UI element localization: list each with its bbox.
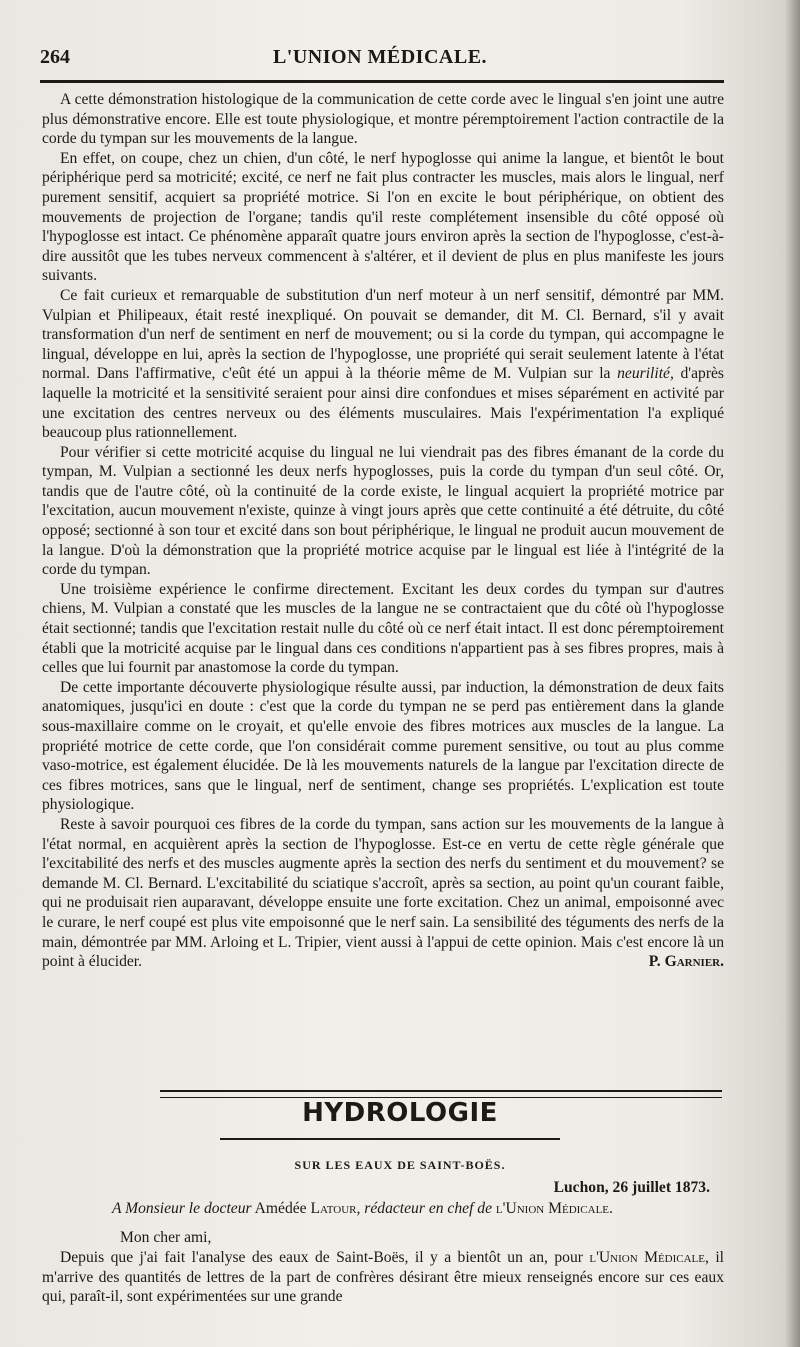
italic-term: neurilité, [617, 365, 674, 383]
paragraph: De cette importante découverte physiologique résulte aussi, par induction, la démonstration de deux faits anatomiques, jusqu'ici en doute : c'est que la corde du tympan ne se perd pas entièrement dans la glande sous-maxillaire comme on le croyait, et qu'elle envoie des fibres motrices aux muscles de la langue. La propriété motrice de cette corde, que l'on considérait comme purement sensitive, ou tout au plus comme vaso-motrice, est également élucidée. De là les mouvements naturels de la langue par l'excitation directe de ces fibres motrices, sans que le lingual, nerf de sentiment, change ses propriétés. L'explication est toute physiologique. [42, 678, 724, 814]
section-divider [160, 1090, 722, 1098]
paragraph-text: Ce fait curieux et remarquable de substitution d'un nerf moteur à un nerf sensitif, démontré par MM. Vulpian et Philipeaux, était resté inexpliqué. On pouvait se demander, dit M. Cl. Bernard, s'il y avait transformation d'un nerf de sentiment en nerf de mouvement; ou si la corde du tympan, qui accompagne le lingual, développe en lui, après la section de l'hypoglosse, une propriété qui serait seulement latente à l'état normal. Dans l'affirmative, c'eût été un appui à la théorie même de M. Vulpian sur la [42, 286, 724, 383]
paragraph [42, 286, 724, 443]
article-body [42, 90, 724, 972]
section-subheading: SUR LES EAUX DE SAINT-BOËS. [294, 1158, 506, 1172]
paragraph: Pour vérifier si cette motricité acquise du lingual ne lui viendrait pas des fibres émanant de la corde du tympan, M. Vulpian a sectionné les deux nerfs hypoglosses, puis la corde du tympan d'un seul côté. Or, tandis que de l'autre côté, où la continuité de la corde existe, le lingual acquiert la propriété motrice par l'excitation, aucun mouvement n'existe, quinze à vingt jours après que cette continuité a été détruite, du côté opposé; sectionné à son tour et excité dans son bout périphérique, le lingual ne produit aucun mouvement de la langue. D'où la démonstration que la propriété motrice acquise par le lingual est liée à l'intégrité de la corde du tympan. [42, 443, 724, 579]
signature: P. Garnier. [648, 953, 724, 971]
paragraph-text: , il m'arrive des quantités de lettres de la part de confrères désirant être mieux renseignés encore sur ces eaux qui, paraît-il, sont expérimentées sur une grande [42, 1249, 724, 1306]
paragraph: En effet, on coupe, chez un chien, d'un côté, le nerf hypoglosse qui anime la langue, et bientôt le bout périphérique perd sa motricité; excité, ce nerf ne fait plus contracter les muscles, mais alors le lingual, nerf purement sensitif, acquiert sa propriété motrice. Si l'on en excite le bout périphérique, on obtient des mouvements de projection de l'organe; tandis qu'il reste complétement insensible du côté opposé où l'hypoglosse est intact. Ce phénomène apparaît quatre jours environ après la section de l'hypoglosse, c'est-à-dire aussitôt que les tubes nerveux commencent à s'altérer, et il devient de plus en plus manifeste les jours suivants. [42, 149, 724, 285]
paragraph: Une troisième expérience le confirme directement. Excitant les deux cordes du tympan sur d'autres chiens, M. Vulpian a constaté que les muscles de la langue ne se contractaient que du côté où l'hypoglosse était sectionné; tandis que l'excitation restait nulle du côté où ce nerf était intact. Il est donc péremptoirement établi que la motricité acquise par le lingual dans ces conditions n'appartient pas à ses fibres propres, mais à celles que lui fournit par anastomose la corde du tympan. [42, 580, 724, 677]
paragraph-text: Depuis que j'ai fait l'analyse des eaux de Saint-Boës, il y a bientôt un an, pour [60, 1249, 590, 1266]
page-edge-shadow [786, 0, 800, 1347]
page-header [40, 46, 720, 76]
dateline: Luchon, 26 juillet 1873. [553, 1179, 710, 1196]
running-title: L'UNION MÉDICALE. [272, 46, 488, 68]
journal-name: l'Union Médicale [589, 1249, 705, 1266]
header-rule [40, 80, 724, 83]
paragraph [42, 815, 724, 972]
paragraph-text: d'après laquelle la motricité et la sensitivité seraient pour ainsi dire confondues et mises séparément en activité par une excitation des centres nerveux ou des éléments musculaires. Mais l'expérimentation l'a expliqué beaucoup plus rationnellement. [42, 365, 725, 442]
address-journal: l'Union Médicale. [492, 1200, 613, 1217]
address-name: Amédée [251, 1200, 311, 1217]
page-number: 264 [40, 46, 70, 68]
paragraph-text: Reste à savoir pourquoi ces fibres de la corde du tympan, sans action sur les mouvements de la langue à l'état normal, en acquièrent après la section de l'hypoglosse. Est-ce en vertu de cette règle générale que l'excitabilité des nerfs et des muscles augmente après la section des nerfs du sentiment et du mouvement? se demande M. Cl. Bernard. L'excitabilité du sciatique s'accroît, après sa section, au point qu'un courant faible, qui ne produisait rien auparavant, développe ensuite une forte excitation. Chez un animal, empoisonné avec le curare, le nerf coupé est plus vite empoisonné que le nerf sain. La sensibilité des téguments des nerfs de la main, démontrée par MM. Arloing et L. Tripier, vient aussi à l'appui de cette opinion. Mais c'est encore là un point à élucider. [42, 815, 724, 971]
section-heading: HYDROLOGIE [302, 1098, 498, 1128]
address-surname: Latour [310, 1200, 357, 1217]
letter-body [42, 1248, 724, 1307]
salutation: Mon cher ami, [120, 1229, 212, 1246]
heading-rule [220, 1138, 560, 1140]
letter-address [112, 1200, 613, 1218]
address-prefix: A Monsieur le docteur [112, 1200, 252, 1217]
paragraph [42, 1248, 724, 1307]
paragraph: A cette démonstration histologique de la communication de cette corde avec le lingual s'en joint une autre plus démonstrative encore. Elle est toute physiologique, et montre péremptoirement l'action contractile de la corde du tympan sur les mouvements de la langue. [42, 91, 724, 148]
address-role: , rédacteur en chef de [356, 1200, 493, 1217]
